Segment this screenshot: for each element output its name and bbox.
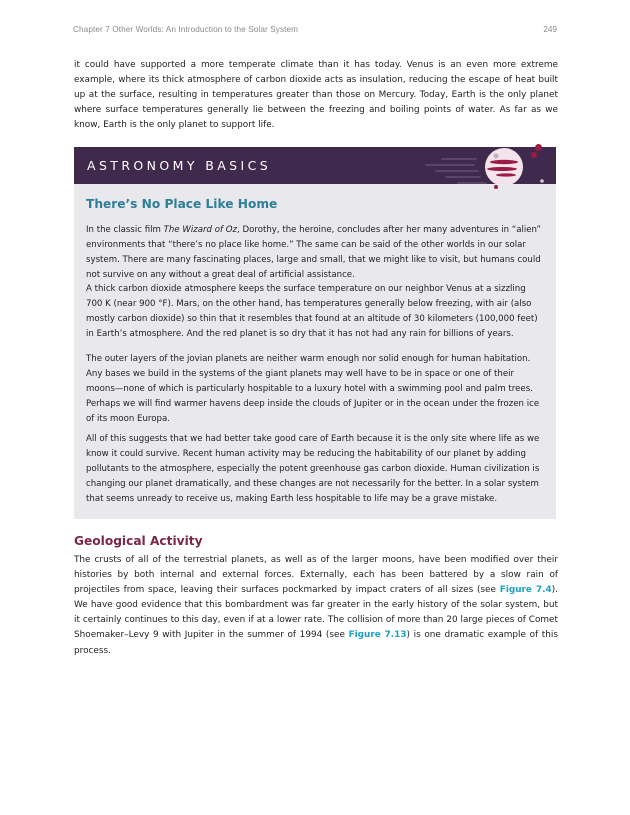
intro-paragraph: it could have supported a more temperate climate than it has today. Venus is an even more extreme example, where its thick atmosphere of carbon dioxide acts as insulation, reducing the escape of heat built up at the surface, resulting in temperatures greater than those on Mercury. Today, Earth is the only planet where surface temperatures generally lie between the freezing and boiling points of water. As far as we know, Earth is the only planet to support life. [74, 60, 558, 131]
text-run: , Dorothy, the heroine, concludes after her many adventures in “alien” environments that “there’s no place like home.” The same can be said of the other worlds in our solar system. There are many fascinating places, large and small, that we might like to visit, but humans could not survive on any without a great deal of artificial assistance. [86, 225, 541, 280]
running-header: Chapter 7 Other Worlds: An Introduction to the Solar System [73, 25, 299, 34]
text-run: ). We have good evidence that this bombardment was far greater in the early history of the solar system, but it certainly continues to this day, even if at a lower rate. The collision of more than 20 large pieces of Comet Shoemaker–Levy 9 with Jupiter in the summer of 1994 (see [74, 585, 559, 641]
box-title: There’s No Place Like Home [86, 197, 278, 211]
box-header-band [74, 147, 556, 184]
text-run: In the classic film [86, 225, 164, 235]
planet-rocket-illustration-icon [416, 147, 556, 184]
box-label: ASTRONOMY BASICS [87, 158, 272, 173]
film-title: The Wizard of Oz [163, 225, 238, 235]
box-paragraph-3: The outer layers of the jovian planets are neither warm enough nor solid enough for human habitation. Any bases we build in the systems of the giant planets may well have to be in space or one of their moons—none of which is particularly hospitable to a luxury hotel with a swimming pool and palm trees. Perhaps we will find warmer havens deep inside the clouds of Jupiter or in the ocean under the frozen ice of its moon Europa. [86, 354, 540, 424]
text-run: ) is one dramatic example of this process. [74, 630, 558, 656]
astronomy-basics-box [74, 147, 556, 519]
section-title: Geological Activity [74, 534, 203, 548]
box-paragraph-1 [86, 223, 542, 283]
text-run: The crusts of all of the terrestrial planets, as well as of the larger moons, have been modified over their histories by both internal and external forces. Externally, each has been battered by a slow rain of projectiles from space, leaving their surfaces pockmarked by impact craters of all sizes (see [74, 555, 558, 596]
box-paragraph-4: All of this suggests that we had better take good care of Earth because it is the only site where life as we know it could survive. Recent human activity may be reducing the habitability of our planet by adding pollutants to the atmosphere, especially the potent greenhouse gas carbon dioxide. Human civilization is changing our planet dramatically, and these changes are not necessarily for the better. In a solar system that seems unready to receive us, making Earth less hospitable to life may be a grave mistake. [86, 434, 540, 504]
figure-link[interactable]: Figure 7.4 [499, 585, 552, 596]
box-paragraph-2: A thick carbon dioxide atmosphere keeps the surface temperature on our neighbor Venus at a sizzling 700 K (near 900 °F). Mars, on the other hand, has temperatures generally below freezing, with air (also mostly carbon dioxide) so thin that it resembles that found at an altitude of 30 kilometers (100,000 feet) in Earth’s atmosphere. And the red planet is so dry that it has not had any rain for billions of years. [86, 284, 538, 339]
decorative-dot [494, 185, 498, 189]
page-number: 249 [543, 25, 557, 34]
geological-paragraph [74, 553, 558, 659]
figure-link[interactable]: Figure 7.13 [348, 630, 407, 641]
decorative-dot [535, 144, 542, 151]
